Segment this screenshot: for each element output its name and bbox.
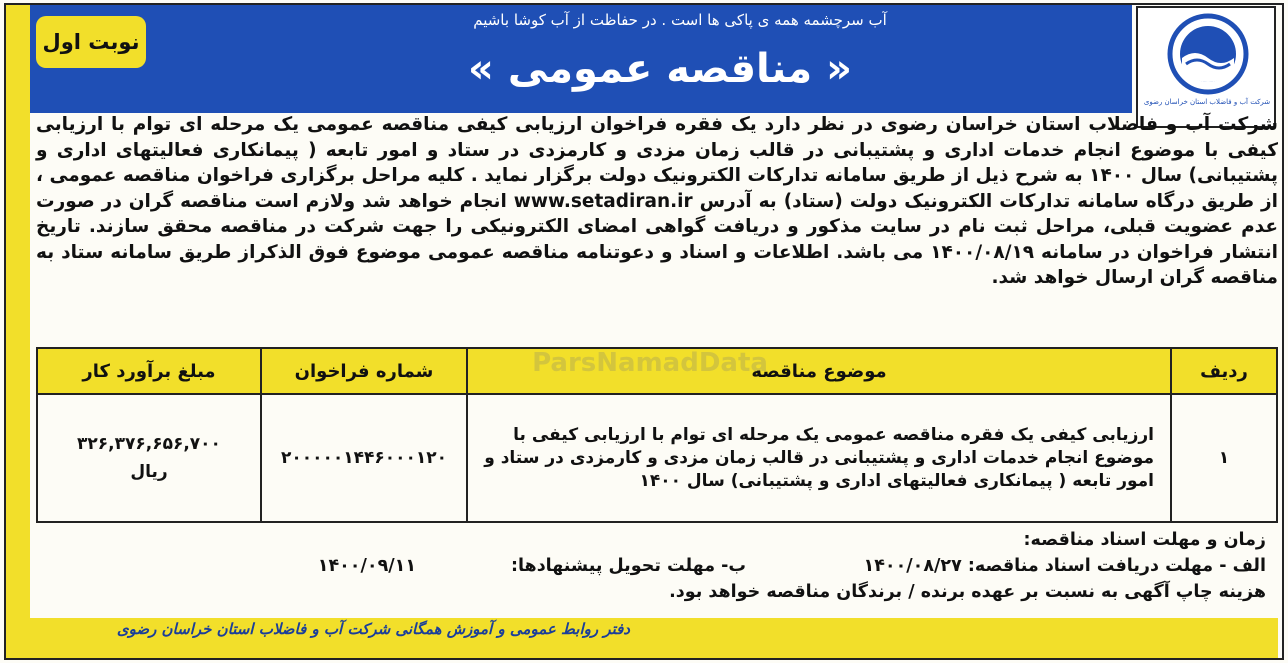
deadlines-heading: زمان و مهلت اسناد مناقصه: bbox=[1023, 530, 1266, 550]
receive-deadline: الف - مهلت دریافت اسناد مناقصه: ۱۴۰۰/۰۸/۲۷ bbox=[863, 556, 1266, 576]
header-call-number: شماره فراخوان bbox=[261, 348, 467, 394]
first-notice-badge: نوبت اول bbox=[36, 16, 146, 68]
deadlines-section bbox=[36, 527, 1266, 605]
company-logo bbox=[1136, 6, 1276, 128]
cell-estimate bbox=[37, 394, 261, 522]
cell-call-number: ۲۰۰۰۰۰۱۴۴۶۰۰۰۱۲۰ bbox=[261, 394, 467, 522]
footer-note: دفتر روابط عمومی و آموزش همگانی شرکت آب و فاضلاب استان خراسان رضوی bbox=[116, 620, 630, 638]
deadlines-row bbox=[36, 553, 1266, 579]
water-drop-logo-icon bbox=[1166, 12, 1250, 96]
table-header-row bbox=[37, 348, 1277, 394]
setadiran-link[interactable]: www.setadiran.ir bbox=[513, 190, 693, 212]
watermark-logo-icon: ParsNamadData bbox=[532, 348, 768, 378]
page-title: « مناقصه عمومی » bbox=[468, 46, 852, 92]
logo-caption: شرکت آب و فاضلاب استان خراسان رضوی bbox=[1143, 98, 1271, 106]
notice-body bbox=[36, 112, 1278, 291]
header-subject: موضوع مناقصه bbox=[467, 348, 1171, 394]
left-yellow-strip bbox=[6, 5, 30, 645]
body-text-part1: شرکت آب و فاضلاب استان خراسان رضوی در نظر دارد یک فقره فراخوان ارزیابی کیفی مناقصه عمومی یک مرحله ای توام با ارزیابی کیفی با موضوع انجام خدمات اداری و پشتیبانی در قالب زمان مزدی و کارمزدی در ستاد و امور تابعه ( پیمانکاری فعالیتهای اداری و پشتیبانی) سال ۱۴۰۰ به شرح ذیل از طریق سامانه تدارکات الکترونیک دولت برگزار نماید . کلیه مراحل برگزاری فراخوان مناقصه عمومی ، از طریق درگاه سامانه تدارکات الکترونیک دولت (ستاد) به آدرس bbox=[36, 114, 1278, 212]
submit-deadline-date: ۱۴۰۰/۰۹/۱۱ bbox=[317, 556, 416, 576]
estimate-unit: ریال bbox=[130, 462, 168, 482]
submit-deadline-label: ب- مهلت تحویل پیشنهادها: bbox=[510, 556, 746, 576]
estimate-amount: ۳۲۶,۳۷۶,۶۵۶,۷۰۰ bbox=[77, 434, 221, 454]
tender-table bbox=[36, 347, 1278, 523]
body-text-part2: انجام خواهد شد ولازم است مناقصه گران در صورت عدم عضویت قبلی، مراحل ثبت نام در سایت مذکور و دریافت گواهی امضای الکترونیکی را جهت شرکت در مناقصه محقق سازند. تاریخ انتشار فراخوان در سامانه ۱۴۰۰/۰۸/۱۹ می باشد. اطلاعات و اسناد و دعوتنامه مناقصه عمومی موضوع فوق الذکراز طریق سامانه ستاد به مناقصه گران ارسال خواهد شد. bbox=[36, 190, 1279, 288]
cell-row-number: ۱ bbox=[1171, 394, 1277, 522]
cell-subject: ارزیابی کیفی یک فقره مناقصه عمومی یک مرحله ای توام با ارزیابی کیفی با موضوع انجام خدمات اداری و پشتیبانی در قالب زمان مزدی و کارمزدی در ستاد و امور تابعه ( پیمانکاری فعالیتهای اداری و پشتیبانی) سال ۱۴۰۰ bbox=[467, 394, 1171, 522]
table-row bbox=[37, 394, 1277, 522]
cost-note: هزینه چاپ آگهی به نسبت بر عهده برنده / برندگان مناقصه خواهد بود. bbox=[669, 582, 1266, 602]
slogan: آب سرچشمه همه ی پاکی ها است . در حفاظت از آب کوشا باشیم bbox=[473, 11, 887, 29]
header-row-number: ردیف bbox=[1171, 348, 1277, 394]
header-estimate: مبلغ برآورد کار bbox=[37, 348, 261, 394]
